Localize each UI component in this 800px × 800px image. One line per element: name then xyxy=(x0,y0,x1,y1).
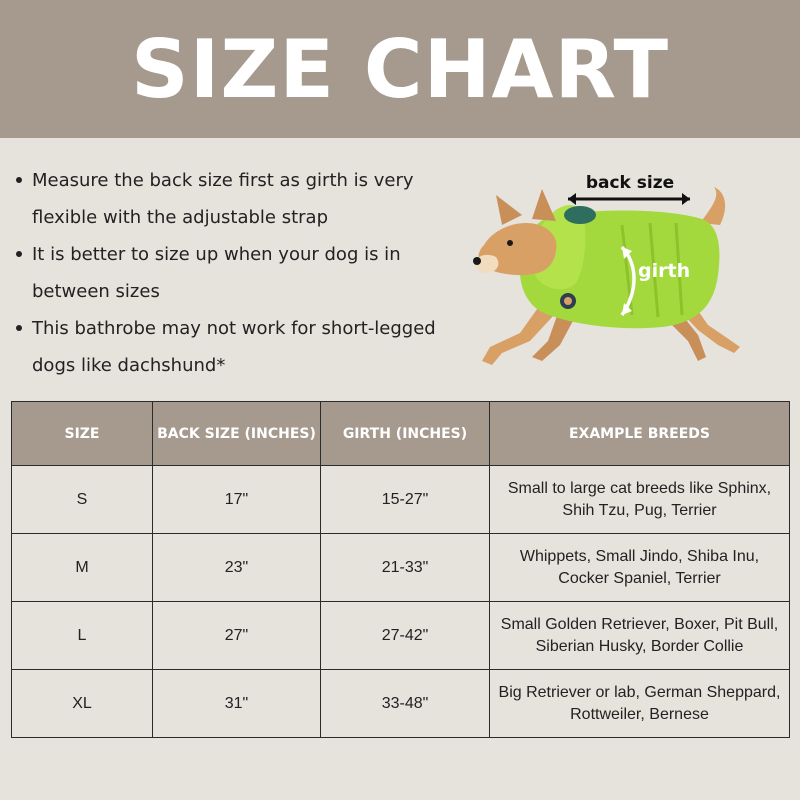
breeds-cell: Small Golden Retriever, Boxer, Pit Bull, Siberian Husky, Border Collie xyxy=(490,602,790,670)
table-row xyxy=(12,670,790,738)
instruction-item xyxy=(14,236,454,310)
header-girth: GIRTH (INCHES) xyxy=(321,402,490,466)
back-size-cell: 27" xyxy=(153,602,321,670)
page-title: SIZE CHART xyxy=(130,23,670,116)
girth-cell: 27-42" xyxy=(321,602,490,670)
hood xyxy=(564,206,596,224)
size-cell: S xyxy=(12,466,153,534)
instructions-list xyxy=(14,162,454,384)
back-size-label: back size xyxy=(585,173,675,193)
breeds-cell: Big Retriever or lab, German Sheppard, Rottweiler, Bernese xyxy=(490,670,790,738)
back-size-cell: 31" xyxy=(153,670,321,738)
size-cell: M xyxy=(12,534,153,602)
girth-cell: 21-33" xyxy=(321,534,490,602)
dog-tail xyxy=(700,187,725,225)
dog-illustration xyxy=(462,165,782,390)
size-cell: L xyxy=(12,602,153,670)
header-example-breeds: EXAMPLE BREEDS xyxy=(490,402,790,466)
breeds-cell: Whippets, Small Jindo, Shiba Inu, Cocker Spaniel, Terrier xyxy=(490,534,790,602)
girth-cell: 15-27" xyxy=(321,466,490,534)
header-back-size: BACK SIZE (INCHES) xyxy=(153,402,321,466)
bullet-icon xyxy=(16,251,22,257)
instruction-text: This bathrobe may not work for short-legged dogs like dachshund* xyxy=(32,318,436,376)
table-row xyxy=(12,602,790,670)
header-banner xyxy=(0,0,800,138)
table-header-row xyxy=(12,402,790,466)
header-size: SIZE xyxy=(12,402,153,466)
size-cell: XL xyxy=(12,670,153,738)
bullet-icon xyxy=(16,177,22,183)
dog-ear xyxy=(496,195,522,225)
back-size-cell: 23" xyxy=(153,534,321,602)
table-row xyxy=(12,534,790,602)
table-row xyxy=(12,466,790,534)
back-size-cell: 17" xyxy=(153,466,321,534)
bullet-icon xyxy=(16,325,22,331)
girth-label: girth xyxy=(638,260,691,282)
instruction-item xyxy=(14,162,454,236)
size-table xyxy=(11,401,790,738)
instruction-text: It is better to size up when your dog is in between sizes xyxy=(32,244,401,302)
dog-ear xyxy=(532,189,556,221)
breeds-cell: Small to large cat breeds like Sphinx, Shih Tzu, Pug, Terrier xyxy=(490,466,790,534)
instruction-text: Measure the back size first as girth is very flexible with the adjustable strap xyxy=(32,170,414,228)
girth-cell: 33-48" xyxy=(321,670,490,738)
instruction-item xyxy=(14,310,454,384)
